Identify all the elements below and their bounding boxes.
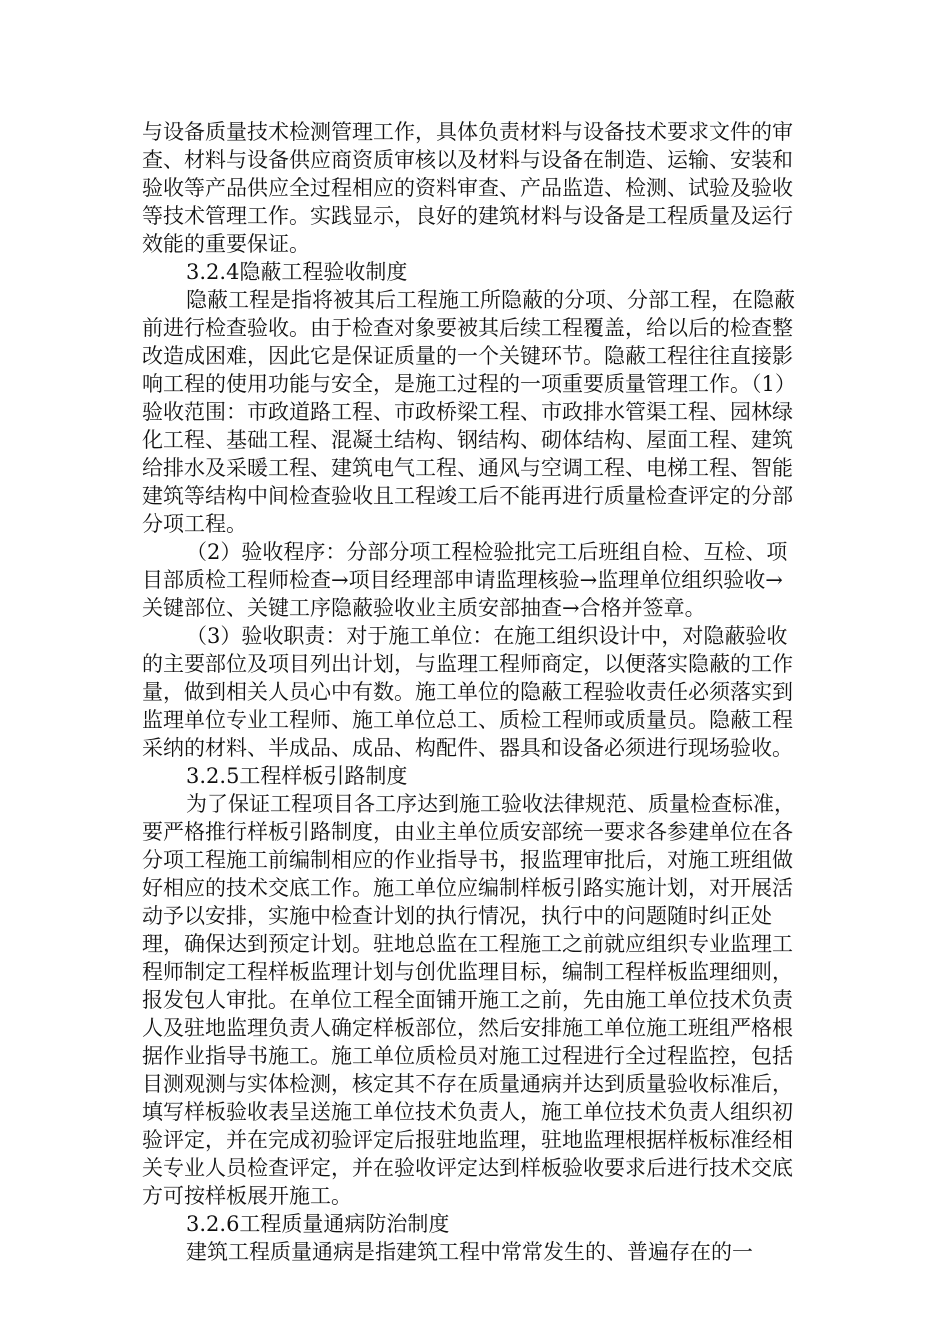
paragraph-common-defects: 建筑工程质量通病是指建筑工程中常常发生的、普遍存在的一	[186, 1240, 753, 1264]
section-heading-3-2-6: 3.2.6工程质量通病防治制度	[186, 1212, 450, 1236]
section-heading-3-2-5: 3.2.5工程样板引路制度	[186, 764, 408, 788]
section-heading-3-2-4: 3.2.4隐蔽工程验收制度	[186, 260, 408, 284]
document-body	[142, 118, 802, 1266]
paragraph-material-management: 与设备质量技术检测管理工作，具体负责材料与设备技术要求文件的审查、材料与设备供应商资质审核以及材料与设备在制造、运输、安装和验收等产品供应全过程相应的资料审查、产品监造、检测、试验及验收等技术管理工作。实践显示，良好的建筑材料与设备是工程质量及运行效能的重要保证。	[142, 120, 793, 256]
paragraph-acceptance-procedure: （2）验收程序：分部分项工程检验批完工后班组自检、互检、项目部质检工程师检查→项目经理部申请监理核验→监理单位组织验收→关键部位、关键工序隐蔽验收业主质安部抽查→合格并签章。	[142, 540, 788, 620]
paragraph-concealed-works-intro: 隐蔽工程是指将被其后工程施工所隐蔽的分项、分部工程，在隐蔽前进行检查验收。由于检查对象要被其后续工程覆盖，给以后的检查整改造成困难，因此它是保证质量的一个关键环节。隐蔽工程往往直接影响工程的使用功能与安全，是施工过程的一项重要质量管理工作。（1）验收范围：市政道路工程、市政桥梁工程、市政排水管渠工程、园林绿化工程、基础工程、混凝土结构、钢结构、砌体结构、屋面工程、建筑给排水及采暖工程、建筑电气工程、通风与空调工程、电梯工程、智能建筑等结构中间检查验收且工程竣工后不能再进行质量检查评定的分部分项工程。	[142, 288, 796, 536]
paragraph-acceptance-duties: （3）验收职责：对于施工单位：在施工组织设计中，对隐蔽验收的主要部位及项目列出计划，与监理工程师商定，以便落实隐蔽的工作量，做到相关人员心中有数。施工单位的隐蔽工程验收责任必须落实到监理单位专业工程师、施工单位总工、质检工程师或质量员。隐蔽工程采纳的材料、半成品、成品、构配件、器具和设备必须进行现场验收。	[142, 624, 793, 760]
paragraph-sample-guidance: 为了保证工程项目各工序达到施工验收法律规范、质量检查标准，要严格推行样板引路制度，由业主单位质安部统一要求各参建单位在各分项工程施工前编制相应的作业指导书，报监理审批后，对施工班组做好相应的技术交底工作。施工单位应编制样板引路实施计划，对开展活动予以安排，实施中检查计划的执行情况，执行中的问题随时纠正处理，确保达到预定计划。驻地总监在工程施工之前就应组织专业监理工程师制定工程样板监理计划与创优监理目标，编制工程样板监理细则，报发包人审批。在单位工程全面铺开施工之前，先由施工单位技术负责人及驻地监理负责人确定样板部位，然后安排施工单位施工班组严格根据作业指导书施工。施工单位质检员对施工过程进行全过程监控，包括目测观测与实体检测，核定其不存在质量通病并达到质量验收标准后，填写样板验收表呈送施工单位技术负责人，施工单位技术负责人组织初验评定，并在完成初验评定后报驻地监理，驻地监理根据样板标准经相关专业人员检查评定，并在验收评定达到样板验收要求后进行技术交底方可按样板展开施工。	[142, 792, 795, 1208]
